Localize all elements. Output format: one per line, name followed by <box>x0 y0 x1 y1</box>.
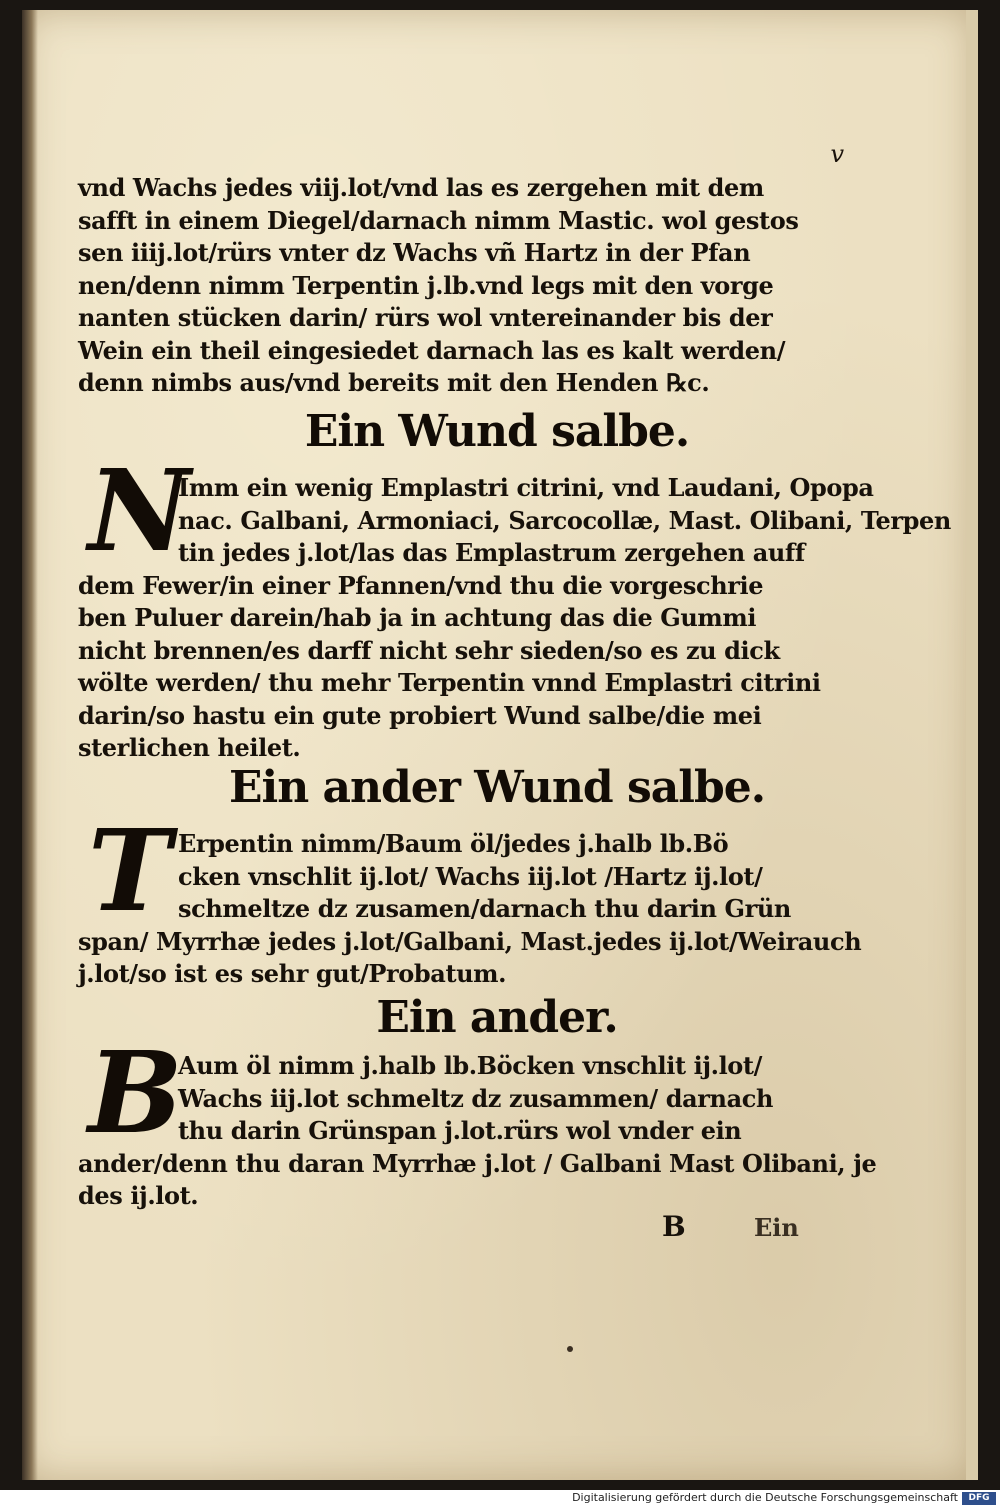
decorated-initial: B <box>88 1028 183 1159</box>
continuation-paragraph <box>78 172 823 400</box>
text-line: ben Puluer darein/hab ja in achtung das die Gummi <box>78 603 757 632</box>
text-line: ander/denn thu daran Myrrhæ j.lot / Galbani Mast Olibani, je <box>78 1148 877 1178</box>
funding-credit: Digitalisierung gefördert durch die Deutsche Forschungsgemeinschaft <box>572 1491 958 1504</box>
text-line: dem Fewer/in einer Pfannen/vnd thu die vorgeschrie <box>78 570 764 600</box>
text-line: safft in einem Diegel/darnach nimm Mastic. wol gestos <box>78 205 799 235</box>
text-line: wölte werden/ thu mehr Terpentin vnnd Emplastri citrini <box>78 668 821 697</box>
recipe-paragraph <box>78 1050 877 1213</box>
recipe-paragraph <box>78 828 862 991</box>
text-line: span/ Myrrhæ jedes j.lot/Galbani, Mast.jedes ij.lot/Weirauch <box>78 926 862 956</box>
text-line: nicht brennen/es darff nicht sehr sieden/so es zu dick <box>78 635 780 665</box>
page-number: v <box>830 140 844 168</box>
decorated-initial: T <box>88 806 172 937</box>
page-gutter <box>22 10 38 1480</box>
section-heading: Ein ander Wund salbe. <box>228 762 766 813</box>
catchword: Ein <box>754 1213 799 1242</box>
text-line: sen iiij.lot/rürs vnter dz Wachs vñ Hartz in der Pfan <box>78 238 751 267</box>
recipe-paragraph <box>78 472 951 765</box>
text-line: cken vnschlit ij.lot/ Wachs iij.lot /Hartz ij.lot/ <box>178 861 763 891</box>
text-line: vnd Wachs jedes viij.lot/vnd las es zergehen mit dem <box>78 173 764 202</box>
page-edge <box>966 10 978 1480</box>
text-line: nac. Galbani, Armoniaci, Sarcocollæ, Mast. Olibani, Terpen <box>178 505 951 535</box>
section-heading: Ein ander. <box>376 992 618 1043</box>
text-line: sterlichen heilet. <box>78 733 301 762</box>
text-line: nanten stücken darin/ rürs wol vntereinander bis der <box>78 303 773 332</box>
text-line: j.lot/so ist es sehr gut/Probatum. <box>78 959 507 988</box>
text-line: darin/so hastu ein gute probiert Wund salbe/die mei <box>78 700 762 730</box>
paper-speck <box>567 1346 573 1352</box>
text-line: schmeltze dz zusamen/darnach thu darin Grün <box>178 894 791 923</box>
decorated-initial: N <box>88 446 191 577</box>
text-line: tin jedes j.lot/las das Emplastrum zergehen auff <box>178 538 805 567</box>
dfg-logo: DFG <box>962 1492 996 1505</box>
text-line: nen/denn nimm Terpentin j.lb.vnd legs mit den vorge <box>78 270 774 300</box>
text-line: Wein ein theil eingesiedet darnach las es kalt werden/ <box>78 335 786 365</box>
book-page <box>22 10 972 1480</box>
footer-bar <box>0 1490 1000 1508</box>
text-line: Erpentin nimm/Baum öl/jedes j.halb lb.Bö <box>178 829 729 858</box>
section-heading: Ein Wund salbe. <box>304 406 690 457</box>
text-line: denn nimbs aus/vnd bereits mit den Henden ℞c. <box>78 368 710 397</box>
text-line: Aum öl nimm j.halb lb.Böcken vnschlit ij.lot/ <box>178 1051 762 1080</box>
text-line: Wachs iij.lot schmeltz dz zusammen/ darnach <box>178 1083 773 1113</box>
text-line: Imm ein wenig Emplastri citrini, vnd Laudani, Opopa <box>178 473 874 502</box>
text-line: des ij.lot. <box>78 1181 199 1210</box>
signature-mark: B <box>662 1210 686 1243</box>
text-line: thu darin Grünspan j.lot.rürs wol vnder ein <box>178 1116 742 1145</box>
